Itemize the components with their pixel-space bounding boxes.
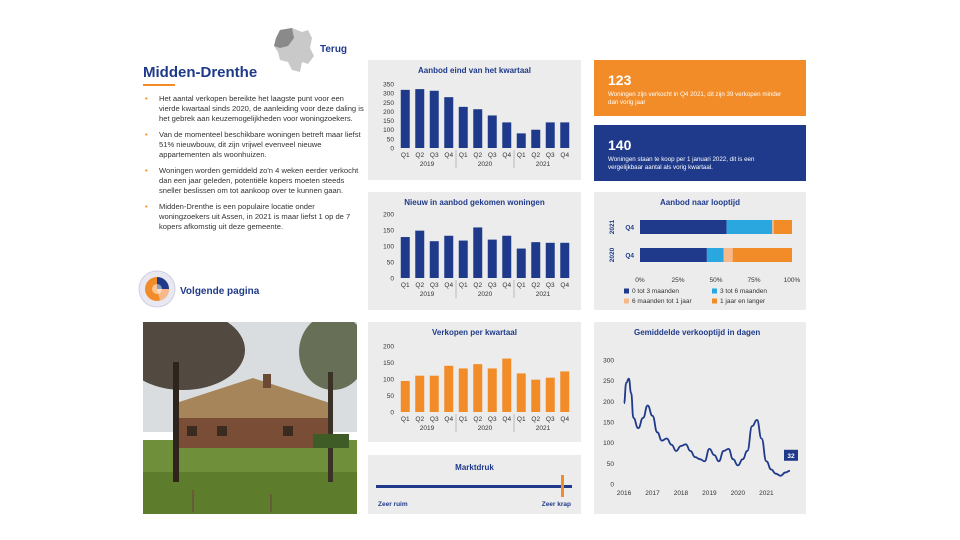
group-label: 2019 — [419, 161, 435, 168]
y-tick-label: 50 — [606, 460, 614, 468]
bar — [473, 227, 482, 278]
x-tick-label: Q3 — [429, 152, 439, 159]
legend-swatch — [624, 289, 629, 294]
bar — [560, 371, 569, 412]
y-tick-label: 200 — [383, 343, 394, 351]
y-tick-label: 0 — [390, 409, 394, 417]
x-tick-label: Q4 — [502, 282, 512, 289]
y-tick-label: 300 — [603, 357, 614, 365]
chart-title: Aanbod naar looptijd — [660, 198, 740, 207]
group-label: 2020 — [477, 161, 493, 168]
y-tick-label: 100 — [383, 376, 394, 384]
legend-label: 3 tot 6 maanden — [720, 288, 767, 295]
marktdruk-left-label: Zeer ruim — [378, 501, 408, 508]
bar — [415, 376, 424, 412]
marktdruk-panel — [368, 455, 581, 514]
x-tick-label: Q1 — [458, 282, 468, 289]
chart-title: Aanbod eind van het kwartaal — [418, 66, 531, 75]
chart-panel-verkooptijd — [594, 322, 806, 514]
x-tick-label: Q1 — [516, 282, 526, 289]
x-tick-label: Q1 — [458, 152, 468, 159]
x-tick-label: Q2 — [473, 416, 483, 423]
bar — [488, 115, 497, 148]
legend-label: 0 tot 3 maanden — [632, 288, 679, 295]
marktdruk-title: Marktdruk — [455, 463, 494, 472]
y-tick-label: 0 — [390, 145, 394, 153]
bar — [531, 380, 540, 412]
next-page-icon[interactable] — [138, 270, 176, 308]
x-tick-label: Q3 — [487, 152, 497, 159]
bar — [459, 241, 468, 278]
x-tick-label: Q3 — [545, 416, 555, 423]
bar — [444, 97, 453, 148]
x-tick-label: 75% — [747, 277, 761, 284]
chart-title: Verkopen per kwartaal — [432, 328, 517, 337]
y-tick-label: 200 — [383, 211, 394, 219]
y-tick-label: 200 — [603, 398, 614, 406]
summary-list — [143, 94, 365, 238]
x-tick-label: Q4 — [444, 282, 454, 289]
y-tick-label: 150 — [383, 227, 394, 235]
x-tick-label: 2016 — [616, 490, 632, 497]
farmhouse-photo — [143, 322, 357, 514]
x-tick-label: Q4 — [560, 152, 570, 159]
x-tick-label: Q1 — [458, 416, 468, 423]
series-line — [624, 379, 790, 476]
row-quarter-label: Q4 — [625, 252, 634, 260]
title-underline — [143, 84, 175, 86]
stacked-bar-segment — [772, 220, 774, 234]
marktdruk-bar — [376, 485, 572, 488]
next-page-link[interactable]: Volgende pagina — [180, 286, 260, 297]
x-tick-label: Q2 — [531, 416, 541, 423]
chart-panel-nieuw — [368, 192, 581, 310]
stacked-bar-segment — [640, 220, 727, 234]
y-tick-label: 100 — [603, 440, 614, 448]
bar — [415, 231, 424, 278]
group-label: 2020 — [477, 425, 493, 432]
chart-panel-looptijd — [594, 192, 806, 310]
chart-looptijd — [594, 192, 806, 310]
row-year-label: 2021 — [609, 219, 616, 235]
x-tick-label: Q2 — [415, 152, 425, 159]
y-tick-label: 250 — [603, 378, 614, 386]
x-tick-label: Q3 — [545, 282, 555, 289]
group-label: 2020 — [477, 291, 493, 298]
group-label: 2021 — [535, 161, 551, 168]
x-tick-label: Q4 — [444, 416, 454, 423]
x-tick-label: Q1 — [400, 416, 410, 423]
x-tick-label: Q1 — [400, 152, 410, 159]
bar — [531, 242, 540, 278]
bar — [430, 241, 439, 278]
x-tick-label: Q2 — [473, 282, 483, 289]
group-label: 2021 — [535, 291, 551, 298]
bar — [459, 368, 468, 412]
x-tick-label: Q2 — [415, 416, 425, 423]
x-tick-label: 0% — [635, 277, 645, 284]
chart-panel-aanbod — [368, 60, 581, 180]
bar — [401, 381, 410, 412]
x-tick-label: Q2 — [473, 152, 483, 159]
group-label: 2019 — [419, 291, 435, 298]
legend-label: 6 maanden tot 1 jaar — [632, 298, 692, 305]
page-title: Midden-Drenthe — [143, 64, 258, 81]
kpi-sold — [594, 60, 806, 116]
bar — [415, 89, 424, 148]
list-item: • Het aantal verkopen bereikte het laagste punt voor een vierde kwartaal sinds 2020, de aanleiding voor deze daling is het gebrek aan keuzemogelijkheden voor woningzoekers. — [145, 94, 364, 123]
chart-verkooptijd — [594, 322, 806, 514]
chart-verkopen — [368, 322, 581, 442]
x-tick-label: Q4 — [560, 416, 570, 423]
last-value-label: 32 — [787, 452, 795, 460]
bar — [517, 249, 526, 278]
x-tick-label: Q4 — [502, 416, 512, 423]
bar — [502, 359, 511, 412]
x-tick-label: Q4 — [502, 152, 512, 159]
x-tick-label: Q2 — [415, 282, 425, 289]
stacked-bar-segment — [724, 248, 733, 262]
y-tick-label: 200 — [383, 108, 394, 116]
group-label: 2021 — [535, 425, 551, 432]
x-tick-label: Q2 — [531, 152, 541, 159]
group-label: 2019 — [419, 425, 435, 432]
x-tick-label: 2021 — [759, 490, 774, 497]
row-year-label: 2020 — [609, 247, 616, 263]
kpi-value: 123 — [608, 72, 632, 88]
bar — [546, 122, 555, 148]
kpi-for-sale — [594, 125, 806, 181]
list-item: • Woningen worden gemiddeld zo'n 4 weken eerder verkocht dan een jaar geleden, potentiële kopers moeten steeds sneller beslissen om tot aankoop over te kunnen gaan. — [145, 166, 359, 195]
x-tick-label: 50% — [709, 277, 723, 284]
y-tick-label: 150 — [383, 118, 394, 126]
x-tick-label: 25% — [671, 277, 685, 284]
bar — [401, 237, 410, 278]
list-item: • Van de momenteel beschikbare woningen betreft maar liefst 51% nieuwbouw, dit zijn vrijwel evenveel nieuwe appartementen als woonhuizen. — [145, 130, 361, 159]
y-tick-label: 100 — [383, 127, 394, 135]
chart-panel-verkopen — [368, 322, 581, 442]
x-tick-label: Q3 — [429, 416, 439, 423]
x-tick-label: 2018 — [673, 490, 689, 497]
x-tick-label: Q4 — [560, 282, 570, 289]
legend-swatch — [712, 289, 717, 294]
kpi-value: 140 — [608, 137, 632, 153]
x-tick-label: Q4 — [444, 152, 454, 159]
chart-nieuw — [368, 192, 581, 310]
list-item: • Midden-Drenthe is een populaire locatie onder woningzoekers uit Assen, in 2021 is maar liefst 1 op de 7 kopers afkomstig uit deze gemeente. — [145, 202, 351, 231]
x-tick-label: 100% — [783, 277, 801, 284]
bar — [531, 130, 540, 148]
legend-swatch — [624, 299, 629, 304]
chart-title: Nieuw in aanbod gekomen woningen — [404, 198, 545, 207]
bar — [502, 236, 511, 278]
bar — [560, 122, 569, 148]
stacked-bar-segment — [727, 220, 773, 234]
stacked-bar-segment — [640, 248, 707, 262]
marktdruk-right-label: Zeer krap — [541, 501, 571, 508]
kpi-text: Woningen staan te koop per 1 januari 2022, dit is een vergelijkbaar aantal als vorig kwartaal. — [608, 156, 755, 171]
bar — [444, 366, 453, 412]
bar — [517, 133, 526, 148]
y-tick-label: 0 — [390, 275, 394, 283]
y-tick-label: 300 — [383, 90, 394, 98]
y-tick-label: 150 — [383, 360, 394, 367]
bar — [444, 236, 453, 278]
x-tick-label: Q3 — [429, 282, 439, 289]
chart-title: Gemiddelde verkooptijd in dagen — [634, 328, 761, 337]
stacked-bar-segment — [707, 248, 724, 262]
x-tick-label: Q2 — [531, 282, 541, 289]
bar — [546, 378, 555, 412]
x-tick-label: 2020 — [730, 490, 746, 497]
kpi-text: Woningen zijn verkocht in Q4 2021, dit zijn 39 verkopen minder dan vorig jaar — [608, 91, 782, 106]
marktdruk-marker — [561, 475, 564, 497]
y-tick-label: 250 — [383, 99, 394, 107]
stacked-bar-segment — [774, 220, 792, 234]
bar — [488, 240, 497, 278]
bar — [488, 368, 497, 412]
province-map-icon[interactable] — [272, 26, 316, 74]
x-tick-label: 2019 — [702, 490, 717, 497]
chart-aanbod — [368, 60, 581, 180]
bar — [560, 243, 569, 278]
bar — [401, 90, 410, 148]
bar — [430, 376, 439, 412]
bar — [546, 243, 555, 278]
x-tick-label: 2017 — [645, 490, 660, 497]
bar — [502, 122, 511, 148]
y-tick-label: 100 — [383, 243, 394, 251]
bar — [473, 364, 482, 412]
legend-label: 1 jaar en langer — [720, 298, 766, 305]
bar — [459, 107, 468, 148]
x-tick-label: Q1 — [400, 282, 410, 289]
row-quarter-label: Q4 — [625, 224, 634, 232]
y-tick-label: 150 — [603, 419, 614, 427]
x-tick-label: Q3 — [545, 152, 555, 159]
bar — [473, 109, 482, 148]
y-tick-label: 50 — [386, 259, 394, 267]
y-tick-label: 0 — [610, 481, 614, 489]
y-tick-label: 50 — [386, 136, 394, 144]
y-tick-label: 350 — [383, 81, 394, 89]
back-link[interactable]: Terug — [320, 44, 348, 55]
x-tick-label: Q3 — [487, 416, 497, 423]
x-tick-label: Q1 — [516, 416, 526, 423]
stacked-bar-segment — [733, 248, 792, 262]
x-tick-label: Q3 — [487, 282, 497, 289]
x-tick-label: Q1 — [516, 152, 526, 159]
legend-swatch — [712, 299, 717, 304]
bar — [517, 373, 526, 412]
y-tick-label: 50 — [386, 393, 394, 400]
bar — [430, 91, 439, 148]
